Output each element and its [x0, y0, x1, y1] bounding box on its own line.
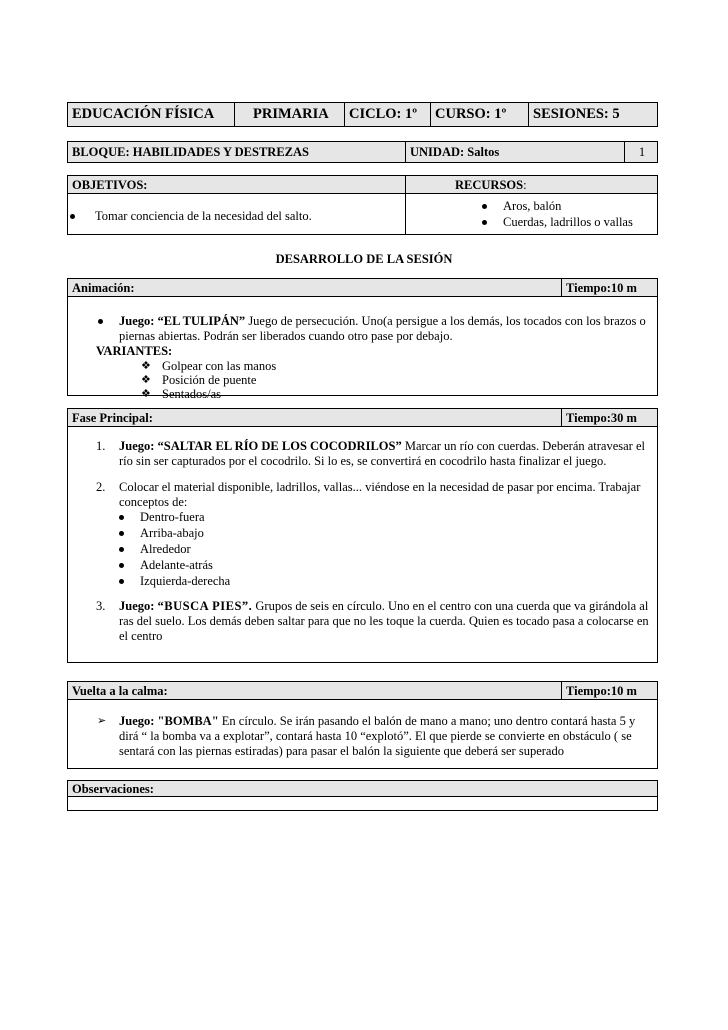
main-phase-title: Fase Principal:: [72, 411, 153, 425]
game-text: Grupos de seis en círculo. Uno en el centro con una cuerda que va girándola al: [255, 599, 649, 613]
objective-text: Tomar conciencia de la necesidad del salto.: [95, 209, 312, 223]
animation-game-line2: piernas abiertas. Podrán ser liberados cuando otro pase por debajo.: [119, 329, 453, 343]
resources-title: RECURSOS: [455, 178, 524, 192]
animation-time: Tiempo:10 m: [561, 279, 659, 296]
concept-text: Izquierda-derecha: [140, 574, 231, 588]
bullet-icon: [119, 531, 124, 536]
bullet-icon: [482, 220, 487, 225]
main-phase-time: Tiempo:30 m: [561, 409, 659, 426]
observations-table: [67, 780, 658, 811]
cooldown-title: Vuelta a la calma:: [72, 684, 168, 698]
objectives-divider: [405, 194, 406, 234]
animation-game-line1: [119, 313, 671, 329]
cooldown-line2: dirá “ la bomba va a explotar”, contará hasta 10 “explotó”. El que pierde se convierte en obstáculo ( se: [119, 729, 632, 743]
diamond-bullet-icon: ❖: [141, 387, 151, 400]
item-number: 2.: [96, 480, 106, 494]
main-item1-line1: [119, 438, 645, 454]
resource-text: Aros, balón: [503, 199, 562, 213]
header-cycle: CICLO: 1º: [344, 103, 430, 126]
block-table: [67, 141, 658, 163]
cooldown-line3: sentará con las piernas estiradas) para pasar el balón la siguiente que deberá ser superado: [119, 744, 564, 758]
game-prefix: Juego:: [119, 314, 155, 328]
main-item3-line1: [119, 598, 648, 614]
header-level: PRIMARIA: [234, 103, 344, 126]
header-table: [67, 102, 658, 127]
game-text: En círculo. Se irán pasando el balón de mano a mano; uno dentro contará hasta 5 y: [221, 714, 636, 728]
concept-text: Alrededor: [140, 542, 191, 556]
game-text: Juego de persecución. Uno(a persigue a los demás, los tocados con los brazos o: [248, 314, 646, 328]
section-title: DESARROLLO DE LA SESIÓN: [275, 252, 453, 266]
diamond-bullet-icon: ❖: [141, 359, 151, 372]
main-item2-line1: Colocar el material disponible, ladrillos, vallas... viéndose en la necesidad de pasar por encima. Trabajar: [119, 480, 641, 494]
game-prefix: Juego:: [119, 714, 155, 728]
bullet-icon: [98, 319, 103, 324]
bullet-icon: [482, 204, 487, 209]
block-label: BLOQUE: HABILIDADES Y DESTREZAS: [72, 145, 309, 159]
cooldown-line1: [119, 713, 635, 729]
header-sessions: SESIONES: 5: [528, 103, 659, 126]
main-item2-line2: conceptos de:: [119, 495, 188, 509]
cooldown-time: Tiempo:10 m: [561, 682, 659, 699]
game-name: “BUSCA PIES”.: [157, 599, 253, 613]
header-course: CURSO: 1º: [430, 103, 528, 126]
main-phase-table: [67, 408, 658, 663]
cooldown-table: [67, 681, 658, 769]
game-prefix: Juego:: [119, 599, 155, 613]
main-item3-line2: ras del suelo. Los demás deben saltar para que no les toque la cuerda. Quien es tocado pasa a colocarse en: [119, 614, 649, 628]
cooldown-header-row: [68, 682, 657, 700]
main-phase-header-row: [68, 409, 657, 427]
game-prefix: Juego:: [119, 439, 155, 453]
bullet-icon: [70, 214, 75, 219]
concept-text: Arriba-abajo: [140, 526, 204, 540]
game-name: “SALTAR EL RÍO DE LOS COCODRILOS”: [157, 439, 402, 453]
variant-text: Sentados/as: [162, 387, 222, 401]
item-number: 3.: [96, 599, 106, 613]
resources-title-cell: [405, 176, 659, 193]
game-text: Marcar un río con cuerdas. Deberán atravesar el: [404, 439, 645, 453]
main-item3-line3: el centro: [119, 629, 163, 643]
variants-title: VARIANTES:: [96, 344, 173, 358]
resource-text: Cuerdas, ladrillos o vallas: [503, 215, 633, 229]
observations-title: Observaciones:: [72, 782, 154, 796]
bullet-icon: [119, 547, 124, 552]
concept-text: Dentro-fuera: [140, 510, 205, 524]
game-name: “EL TULIPÁN”: [157, 314, 246, 328]
animation-table: [67, 278, 658, 401]
animation-title: Animación:: [72, 281, 135, 295]
bullet-icon: [119, 563, 124, 568]
game-name: "BOMBA": [157, 714, 219, 728]
item-number: 1.: [96, 439, 106, 453]
resources-colon: :: [523, 178, 527, 192]
diamond-bullet-icon: ❖: [141, 373, 151, 386]
objectives-table: [67, 175, 658, 235]
bullet-icon: [119, 579, 124, 584]
concept-text: Adelante-atrás: [140, 558, 213, 572]
objectives-title: OBJETIVOS:: [72, 178, 148, 192]
block-unit: UNIDAD: Saltos: [405, 142, 624, 162]
header-area: EDUCACIÓN FÍSICA: [72, 106, 215, 122]
observations-header-row: [68, 781, 657, 797]
block-number: 1: [624, 142, 659, 162]
main-item1-line2: río sin ser capturados por el cocodrilo. Si lo es, se convertirá en cocodrilo hasta finalizar el juego.: [119, 454, 607, 468]
arrow-bullet-icon: ➢: [97, 714, 107, 727]
animation-header-row: [68, 279, 657, 297]
variant-text: Posición de puente: [162, 373, 257, 387]
bullet-icon: [119, 515, 124, 520]
variant-text: Golpear con las manos: [162, 359, 277, 373]
objectives-header-row: [68, 176, 657, 194]
